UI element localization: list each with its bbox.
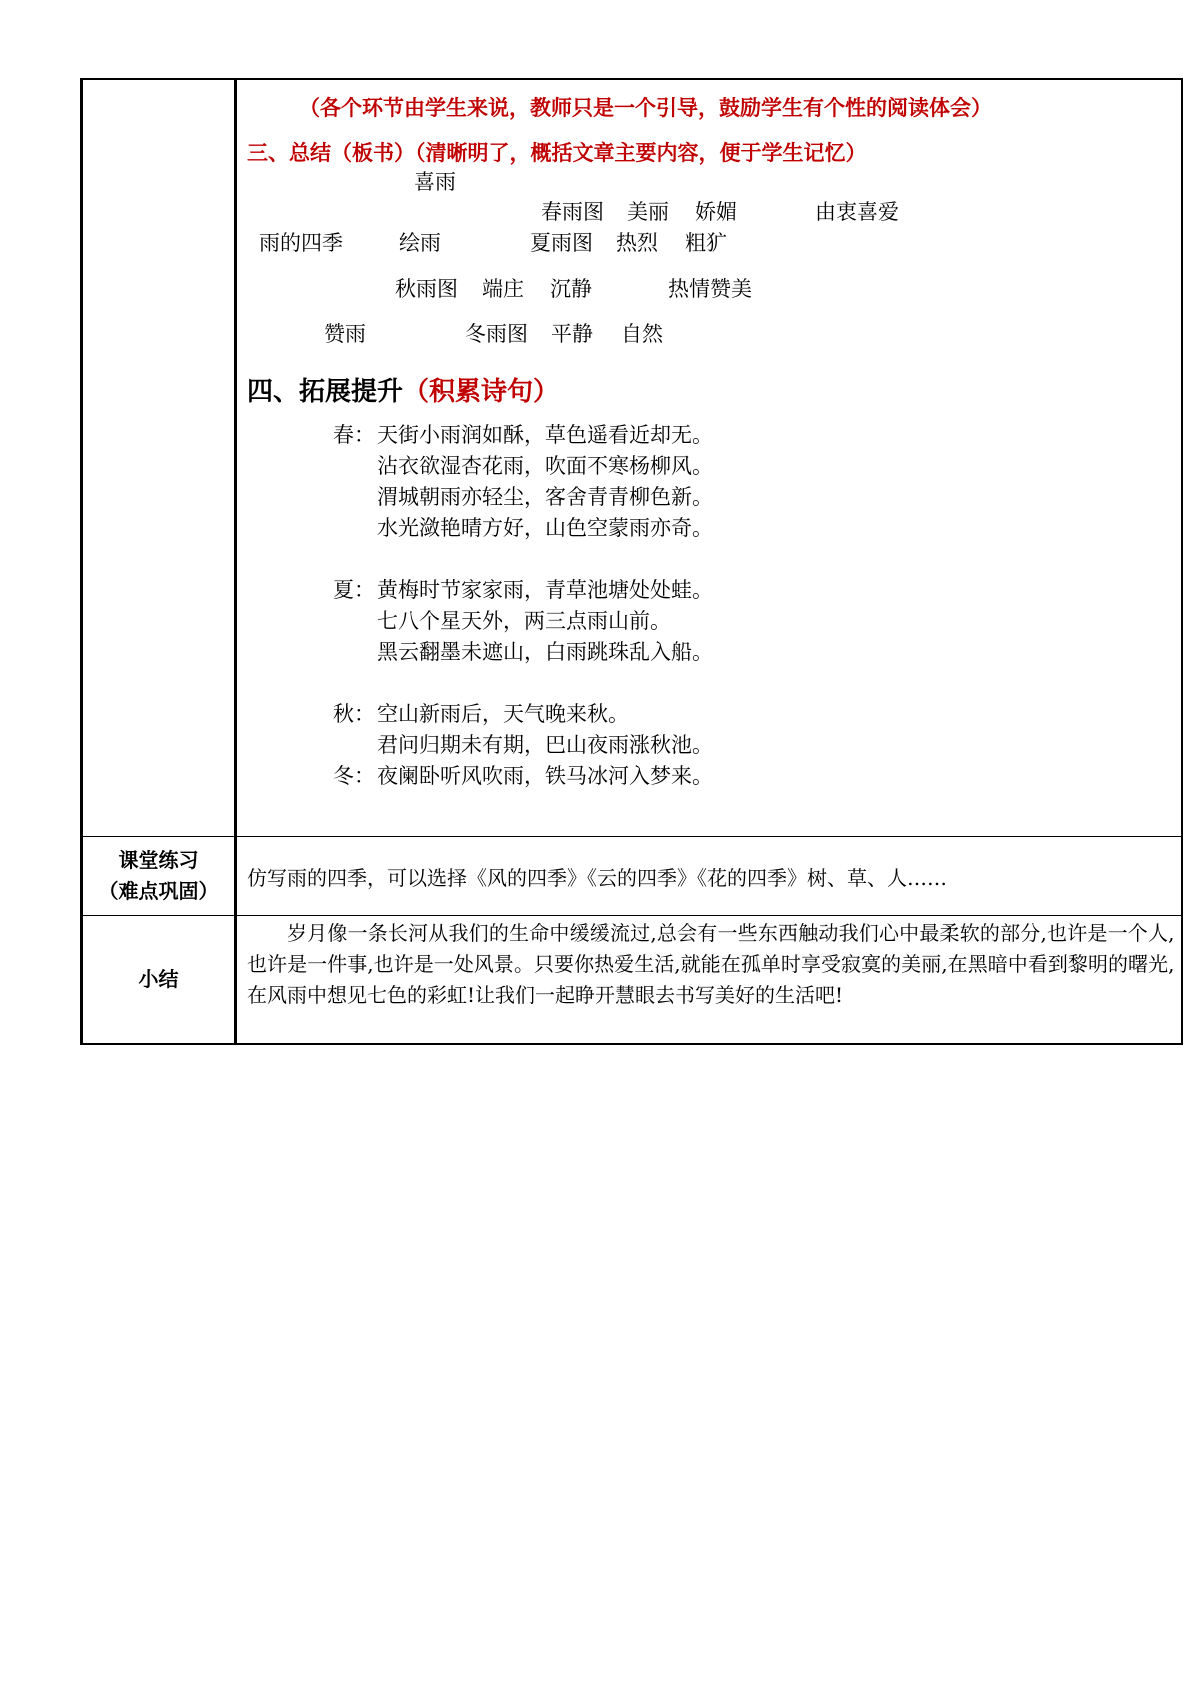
- poem-line: 夜阑卧听风吹雨，铁马冰河入梦来。: [377, 764, 713, 788]
- teaching-content-row: [82, 79, 1182, 837]
- poem-line: 七八个星天外，两三点雨山前。: [377, 609, 671, 633]
- board-meili: 美丽: [627, 200, 669, 224]
- poem-line: 君问归期未有期，巴山夜雨涨秋池。: [377, 733, 713, 757]
- poem-line: 天街小雨润如酥，草色遥看近却无。: [377, 423, 713, 447]
- board-ziran: 自然: [621, 322, 663, 346]
- board-zanyu: 赞雨: [324, 322, 366, 346]
- lesson-plan-table: [80, 78, 1183, 1045]
- poem-season-summer: 夏：: [333, 578, 375, 602]
- board-relie: 热烈: [616, 231, 658, 255]
- poem-season-spring: 春：: [333, 423, 375, 447]
- board-yudesiji: 雨的四季: [259, 231, 343, 255]
- practice-label-line2: （难点巩固）: [98, 879, 219, 903]
- board-chenjing: 沉静: [550, 277, 592, 301]
- board-dongyutu: 冬雨图: [465, 322, 528, 346]
- summary-note: （清晰明了，概括文章主要内容，便于学生记忆）: [415, 141, 867, 165]
- poem-line: 水光潋艳晴方好，山色空蒙雨亦奇。: [377, 516, 713, 540]
- extension-note: （积累诗句）: [403, 377, 560, 407]
- conclusion-label: 小结: [82, 916, 236, 1045]
- board-xiayutu: 夏雨图: [530, 231, 593, 255]
- empty-label-cell: [82, 79, 236, 837]
- conclusion-row: [82, 916, 1182, 1045]
- board-pingjing: 平静: [551, 322, 593, 346]
- poem-line: 黑云翻墨未遮山，白雨跳珠乱入船。: [377, 640, 713, 664]
- board-youzhongxiai: 由衷喜爱: [815, 200, 899, 224]
- summary-heading: [247, 137, 867, 167]
- extension-heading-text: 四、拓展提升: [247, 377, 404, 407]
- teaching-content-cell: [236, 79, 1182, 837]
- board-reqingzanmei: 热情赞美: [668, 277, 752, 301]
- practice-label: [82, 837, 236, 916]
- poem-line: 黄梅时节家家雨，青草池塘处处蛙。: [377, 578, 713, 602]
- poem-line: 空山新雨后，天气晚来秋。: [377, 702, 629, 726]
- conclusion-content: 岁月像一条长河从我们的生命中缓缓流过,总会有一些东西触动我们心中最柔软的部分,也许是一个人,也许是一件事,也许是一处风景。只要你热爱生活,就能在孤单时享受寂寞的美丽,在黑暗中看到黎明的曙光,在风雨中想见七色的彩虹!让我们一起睁开慧眼去书写美好的生活吧!: [236, 916, 1182, 1045]
- poem-line: 沾衣欲湿杏花雨，吹面不寒杨柳风。: [377, 454, 713, 478]
- poem-season-autumn: 秋：: [333, 702, 375, 726]
- board-jiaomei: 娇媚: [695, 200, 737, 224]
- guide-note: （各个环节由学生来说，教师只是一个引导，鼓励学生有个性的阅读体会）: [299, 96, 992, 120]
- board-chunyutu: 春雨图: [541, 200, 604, 224]
- extension-heading: [247, 371, 559, 408]
- summary-heading-text: 三、总结（板书）: [247, 141, 415, 165]
- board-huiyu: 绘雨: [399, 231, 441, 255]
- poem-season-winter: 冬：: [333, 764, 375, 788]
- practice-content: 仿写雨的四季，可以选择《风的四季》《云的四季》《花的四季》树、草、人……: [236, 837, 1182, 916]
- board-xiyu: 喜雨: [414, 170, 456, 194]
- board-qiuyutu: 秋雨图: [395, 277, 458, 301]
- practice-label-line1: 课堂练习: [118, 848, 199, 872]
- board-cuguang: 粗犷: [685, 231, 727, 255]
- practice-row: [82, 837, 1182, 916]
- board-duanzhuang: 端庄: [482, 277, 524, 301]
- poem-line: 渭城朝雨亦轻尘，客舍青青柳色新。: [377, 485, 713, 509]
